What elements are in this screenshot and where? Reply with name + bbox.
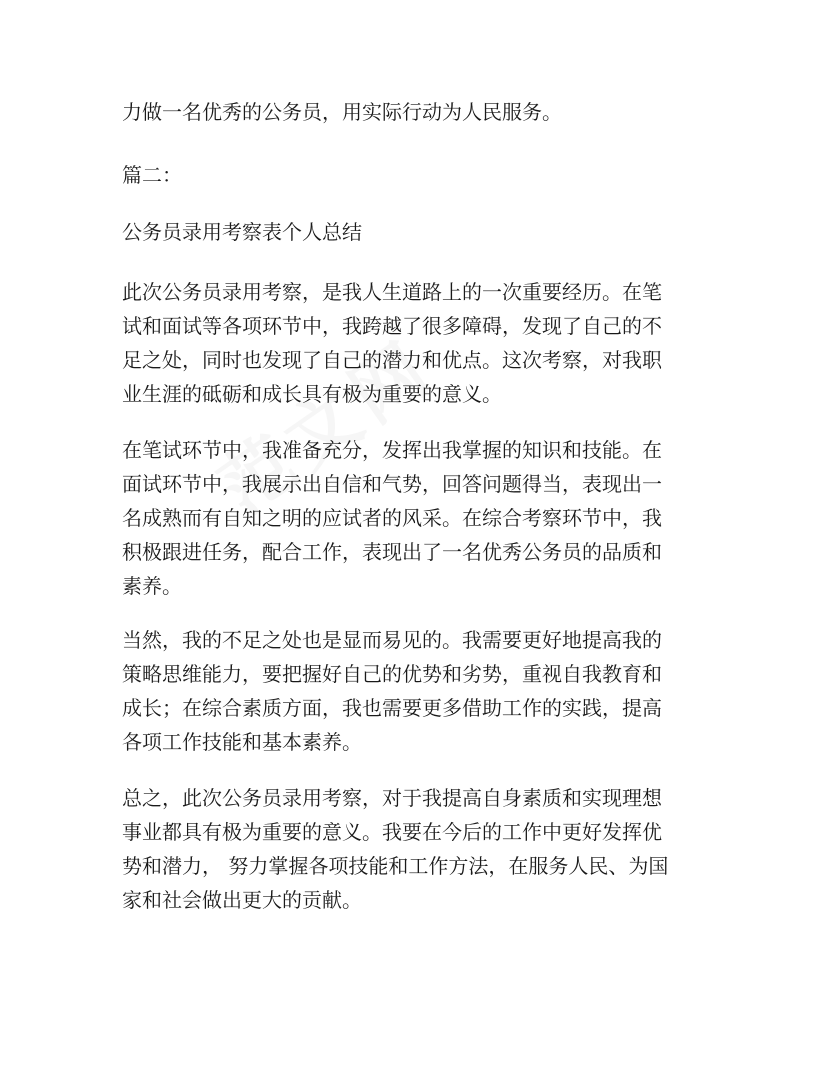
text-line: 各项工作技能和基本素养。 <box>122 730 362 754</box>
text-line: 积极跟进任务，配合工作，表现出了一名优秀公务员的品质和 <box>122 540 662 564</box>
text-line: 面试环节中，我展示出自信和气势，回答问题得当，表现出一 <box>122 472 662 496</box>
text-line: 素养。 <box>122 574 182 598</box>
text-line: 足之处，同时也发现了自己的潜力和优点。这次考察，对我职 <box>122 348 662 372</box>
text-line: 在笔试环节中，我准备充分，发挥出我掌握的知识和技能。在 <box>122 438 662 462</box>
text-line: 成长；在综合素质方面，我也需要更多借助工作的实践，提高 <box>122 696 662 720</box>
paragraph-continuation <box>122 95 714 129</box>
text-line: 名成熟而有自知之明的应试者的风采。在综合考察环节中，我 <box>122 506 662 530</box>
text-line: 当然，我的不足之处也是显而易见的。我需要更好地提高我的 <box>122 628 662 652</box>
text-line: 公务员录用考察表个人总结 <box>122 220 362 244</box>
text-line: 总之，此次公务员录用考察，对于我提高自身素质和实现理想 <box>122 786 662 810</box>
text-line: 试和面试等各项环节中，我跨越了很多障碍，发现了自己的不 <box>122 314 662 338</box>
text-line: 此次公务员录用考察，是我人生道路上的一次重要经历。在笔 <box>122 280 662 304</box>
paragraph-intro <box>122 275 714 411</box>
paragraph-conclusion <box>122 781 714 917</box>
paragraph-performance <box>122 433 714 603</box>
document-heading <box>122 215 714 249</box>
paragraph-shortcomings <box>122 623 714 759</box>
text-line: 策略思维能力，要把握好自己的优势和劣势，重视自我教育和 <box>122 662 662 686</box>
text-line: 势和潜力， 努力掌握各项技能和工作方法，在服务人民、为国 <box>122 854 669 878</box>
text-line: 事业都具有极为重要的意义。我要在今后的工作中更好发挥优 <box>122 820 662 844</box>
section-label <box>122 158 714 192</box>
text-line: 业生涯的砥砺和成长具有极为重要的意义。 <box>122 382 502 406</box>
text-line: 力做一名优秀的公务员，用实际行动为人民服务。 <box>122 100 562 124</box>
text-line: 家和社会做出更大的贡献。 <box>122 888 362 912</box>
text-line: 篇二： <box>122 163 182 187</box>
